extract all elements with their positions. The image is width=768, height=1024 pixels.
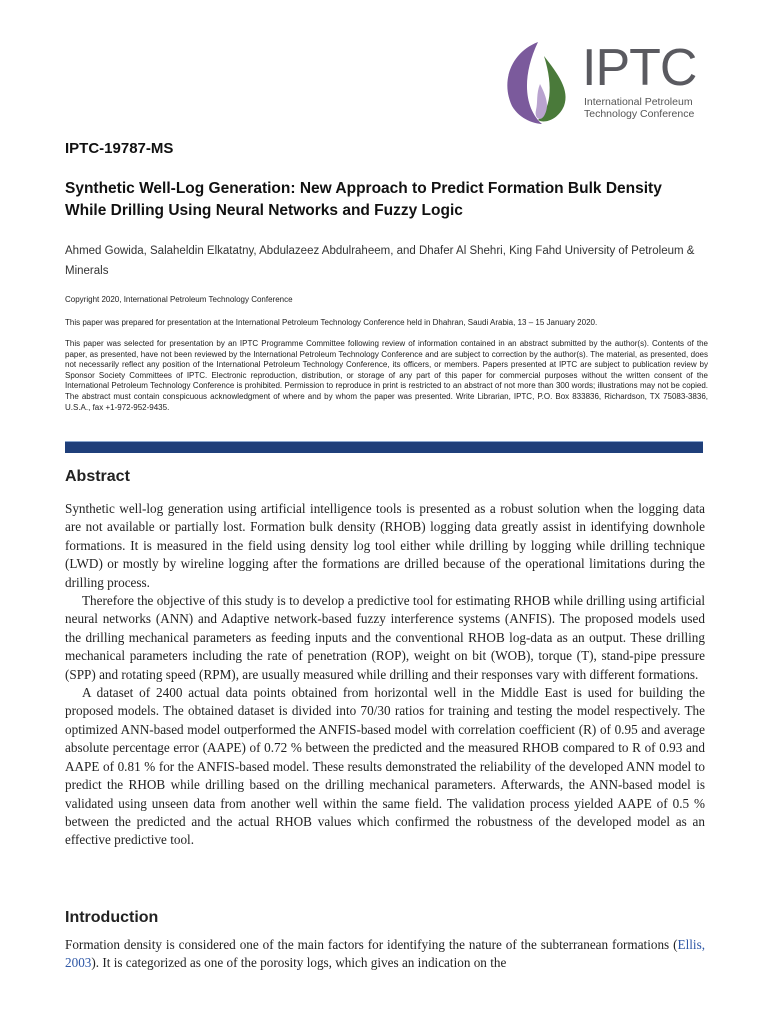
introduction-paragraph xyxy=(65,936,705,973)
abstract-paragraph-2: Therefore the objective of this study is to develop a predictive tool for estimating RHOB while drilling using artificial neural networks (ANN) and Adaptive network-based fuzzy interference systems (ANFIS). The proposed models used the drilling mechanical parameters as feeding inputs and the conventional RHOB log-data as an output. These drilling mechanical parameters including the rate of penetration (ROP), weight on bit (WOB), torque (T), stand-pipe pressure (SPP) and rotating speed (RPM), are usually measured while drilling and their responses vary with different formations. xyxy=(65,593,705,682)
abstract-paragraph-3: A dataset of 2400 actual data points obtained from horizontal well in the Middle East is used for building the proposed models. The obtained dataset is divided into 70/30 ratios for training and testing the model respectively. The optimized ANN-based model outperformed the ANFIS-based model with correlation coefficient (R) of 0.95 and average absolute percentage error (AAPE) of 0.72 % between the predicted and the measured RHOB compared to R of 0.93 and AAPE of 0.81 % for the ANFIS-based model. These results demonstrated the reliability of the developed ANN model to predict the RHOB while drilling based on the drilling mechanical parameters. Afterwards, the ANN-based model is validated using unseen data from another well within the same field. The validation process yielded AAPE of 0.5 % between the predicted and the actual RHOB values which confirmed the robustness of the developed model as an effective predictive tool. xyxy=(65,685,705,848)
intro-text-after: ). It is categorized as one of the porosity logs, which gives an indication on the xyxy=(91,955,507,971)
presentation-notice: This paper was prepared for presentation at the International Petroleum Technology Conference held in Dhahran, Saudi Arabia, 13 – 15 January 2020. xyxy=(65,318,598,327)
logo-subtitle: International Petroleum Technology Conference xyxy=(584,96,695,120)
intro-text-before: Formation density is considered one of the main factors for identifying the nature of the subterranean formations ( xyxy=(65,937,678,952)
citation-link[interactable]: Ellis, 2003 xyxy=(65,937,705,971)
paper-authors: Ahmed Gowida, Salaheldin Elkatatny, Abdulazeez Abdulraheem, and Dhafer Al Shehri, King Fahd University of Petroleum & Minerals xyxy=(65,245,695,277)
abstract-paragraph-1: Synthetic well-log generation using artificial intelligence tools is presented as a robust solution when the logging data are not available or partially lost. Formation bulk density (RHOB) logging data greatly assist in identifying downhole formations. It is measured in the field using density log tool either while drilling by logging while drilling technique (LWD) or mostly by wireline logging after the formations are drilled because of the operational limitations during the drilling process. xyxy=(65,501,705,590)
iptc-logo-emblem-icon xyxy=(498,40,578,126)
iptc-logo xyxy=(498,40,708,126)
paper-title: Synthetic Well-Log Generation: New Approach to Predict Formation Bulk Density While Drilling Using Neural Networks and Fuzzy Logic xyxy=(65,180,662,219)
introduction-body xyxy=(65,936,705,973)
section-divider-bar xyxy=(65,441,703,453)
introduction-heading: Introduction xyxy=(65,909,159,926)
paper-id: IPTC-19787-MS xyxy=(65,140,174,157)
abstract-body xyxy=(65,500,705,850)
abstract-heading: Abstract xyxy=(65,468,130,485)
permission-notice: This paper was selected for presentation by an IPTC Programme Committee following review of information contained in an abstract submitted by the author(s). Contents of the paper, as presented, have not been reviewed by the International Petroleum Technology Conference and are subject to correction by the author(s). The material, as presented, does not necessarily reflect any position of the International Petroleum Technology Conference, its officers, or members. Papers presented at IPTC are subject to publication review by Sponsor Society Committees of IPTC. Electronic reproduction, distribution, or storage of any part of this paper for commercial purposes without the written consent of the International Petroleum Technology Conference is prohibited. Permission to reproduce in print is restricted to an abstract of not more than 300 words; illustrations may not be copied. The abstract must contain conspicuous acknowledgment of where and by whom the paper was presented. Write Librarian, IPTC, P.O. Box 833836, Richardson, TX 75083-3836, U.S.A., fax +1-972-952-9435. xyxy=(65,339,708,412)
logo-wordmark: IPTC xyxy=(582,39,697,97)
copyright-notice: Copyright 2020, International Petroleum Technology Conference xyxy=(65,295,293,304)
